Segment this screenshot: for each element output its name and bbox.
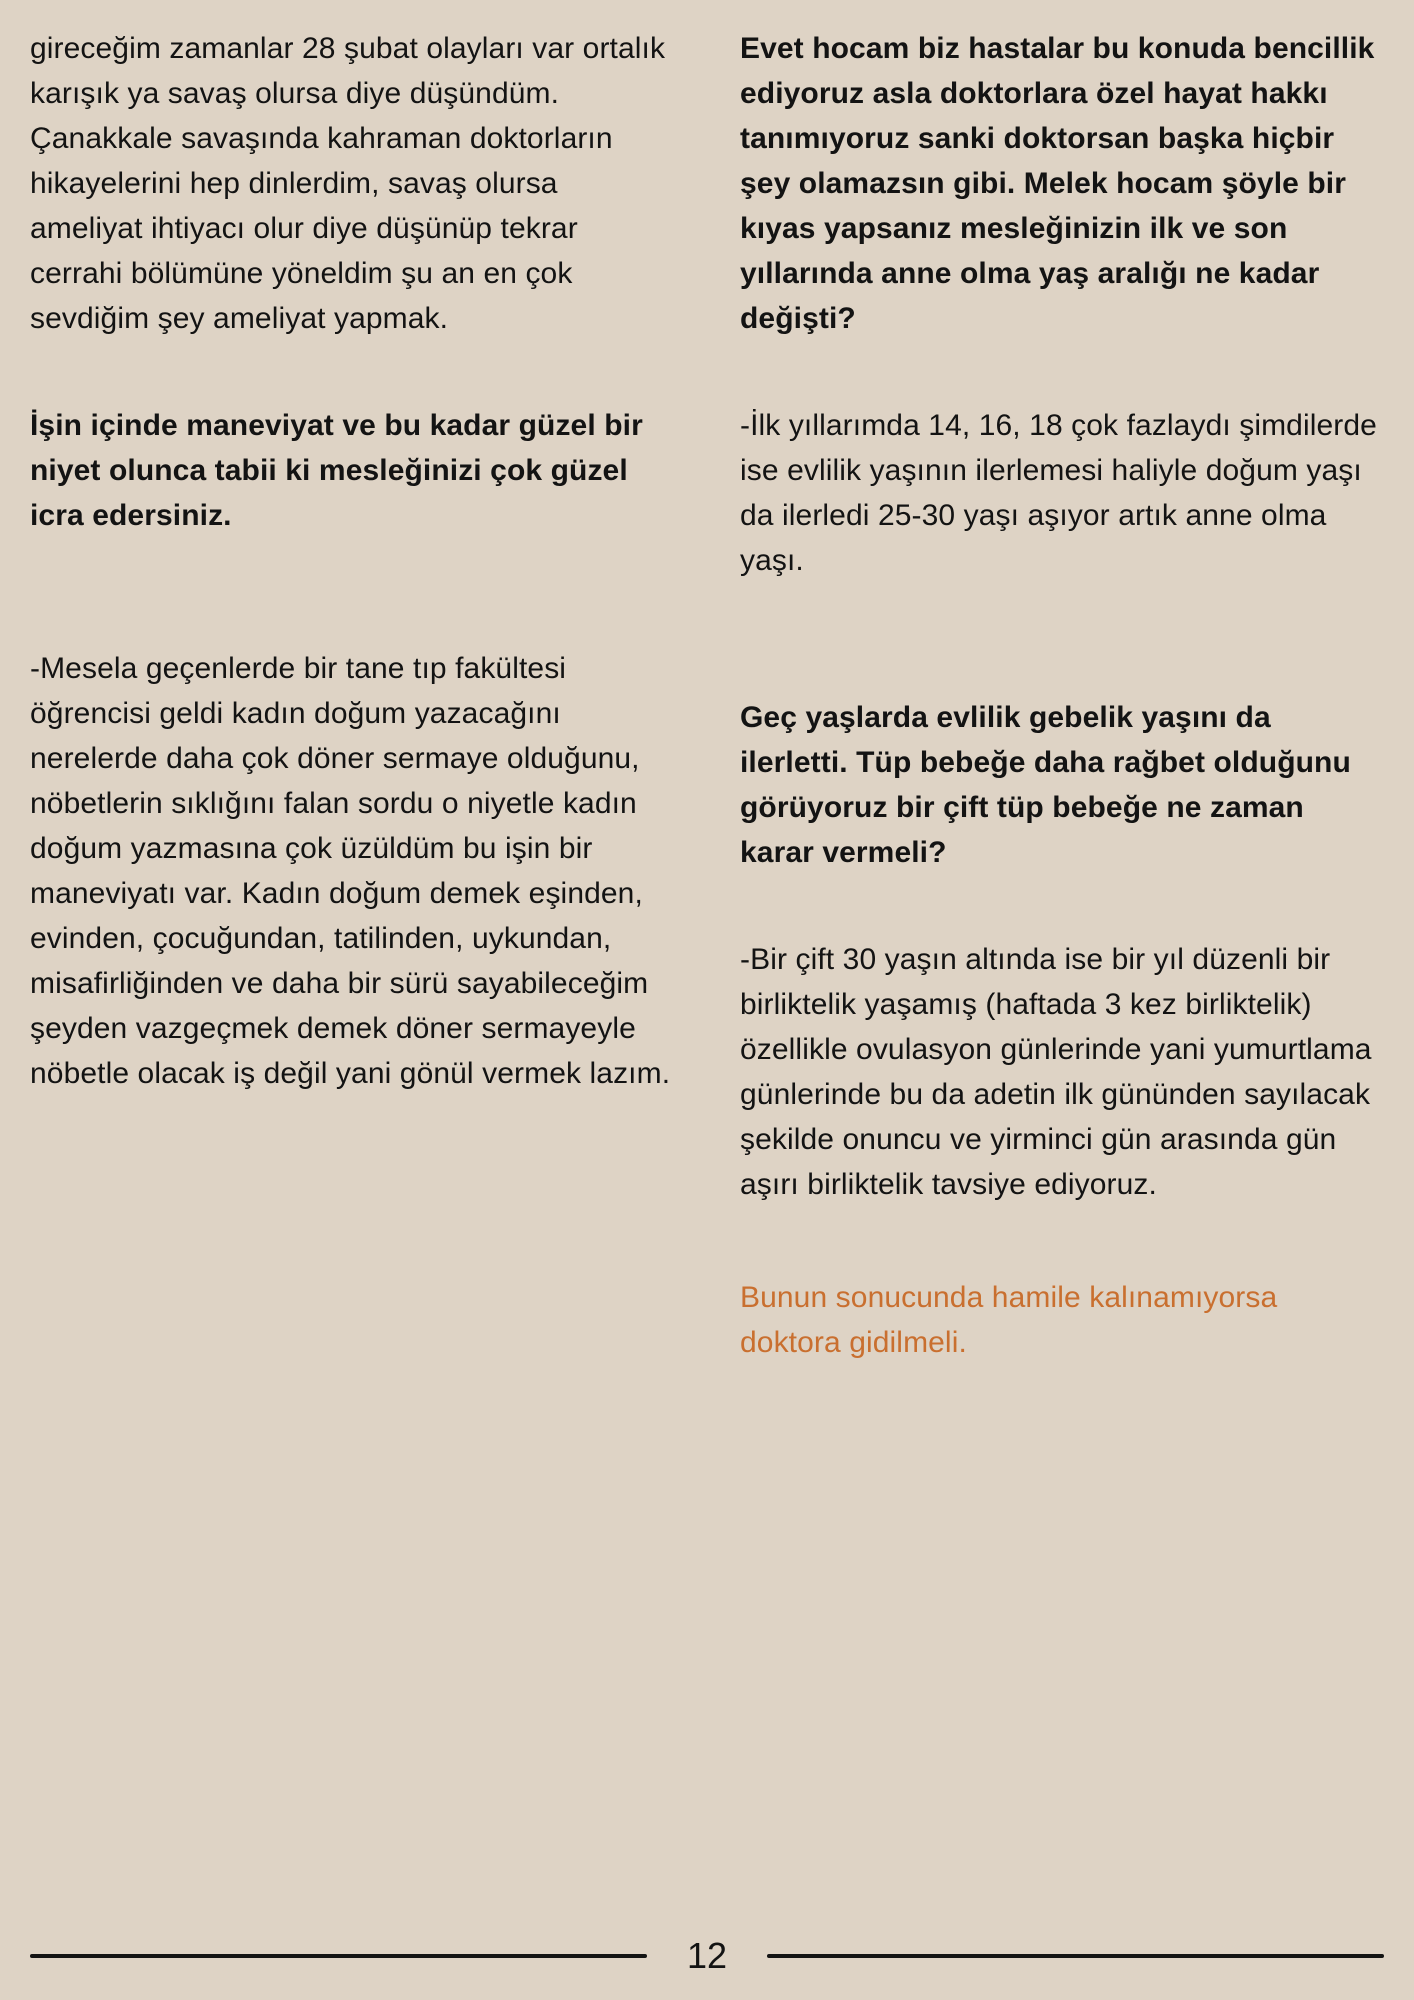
page-footer [30, 1935, 1384, 1980]
paragraph: Evet hocam biz hastalar bu konuda bencillik ediyoruz asla doktorlara özel hayat hakkı tanımıyoruz sanki doktorsan başka hiçbir şey olamazsın gibi. Melek hocam şöyle bir kıyas yapsanız mesleğinizin ilk ve son yıllarında anne olma yaş aralığı ne kadar değişti? [740, 32, 1375, 335]
page-number: 12 [686, 1935, 728, 1976]
footer-rule-left [30, 1954, 647, 1958]
paragraph: Bunun sonucunda hamile kalınamıyorsa doktora gidilmeli. [740, 1281, 1278, 1359]
paragraph: -Bir çift 30 yaşın altında ise bir yıl düzenli bir birliktelik yaşamış (haftada 3 kez birliktelik) özellikle ovulasyon günlerinde yani yumurtlama günlerinde bu da adetin ilk gününden sayılacak şekilde onuncu ve yirminci gün arasında gün aşırı birliktelik tavsiye ediyoruz. [740, 943, 1372, 1201]
column-right [740, 26, 1384, 1938]
text-columns [30, 26, 1384, 1938]
paragraph: -İlk yıllarımda 14, 16, 18 çok fazlaydı şimdilerde ise evlilik yaşının ilerlemesi haliyle doğum yaşı da ilerledi 25-30 yaşı aşıyor artık anne olma yaşı. [740, 409, 1377, 577]
column-left [30, 26, 674, 1938]
paragraph: gireceğim zamanlar 28 şubat olayları var ortalık karışık ya savaş olursa diye düşündüm. Çanakkale savaşında kahraman doktorların hikayelerini hep dinlerdim, savaş olursa ameliyat ihtiyacı olur diye düşünüp tekrar cerrahi bölümüne yöneldim şu an en çok sevdiğim şey ameliyat yapmak. [30, 32, 666, 335]
paragraph: -Mesela geçenlerde bir tane tıp fakültesi öğrencisi geldi kadın doğum yazacağını nerelerde daha çok döner sermaye olduğunu, nöbetlerin sıklığını falan sordu o niyetle kadın doğum yazmasına çok üzüldüm bu işin bir maneviyatı var. Kadın doğum demek eşinden, evinden, çocuğundan, tatilinden, uykundan, misafirliğinden ve daha bir sürü sayabileceğim şeyden vazgeçmek demek döner sermayeyle nöbetle olacak iş değil yani gönül vermek lazım. [30, 652, 671, 1090]
paragraph: İşin içinde maneviyat ve bu kadar güzel bir niyet olunca tabii ki mesleğinizi çok güzel icra edersiniz. [30, 409, 643, 532]
footer-rule-right [767, 1954, 1384, 1958]
paragraph: Geç yaşlarda evlilik gebelik yaşını da ilerletti. Tüp bebeğe daha rağbet olduğunu görüyoruz bir çift tüp bebeğe ne zaman karar vermeli? [740, 701, 1351, 869]
